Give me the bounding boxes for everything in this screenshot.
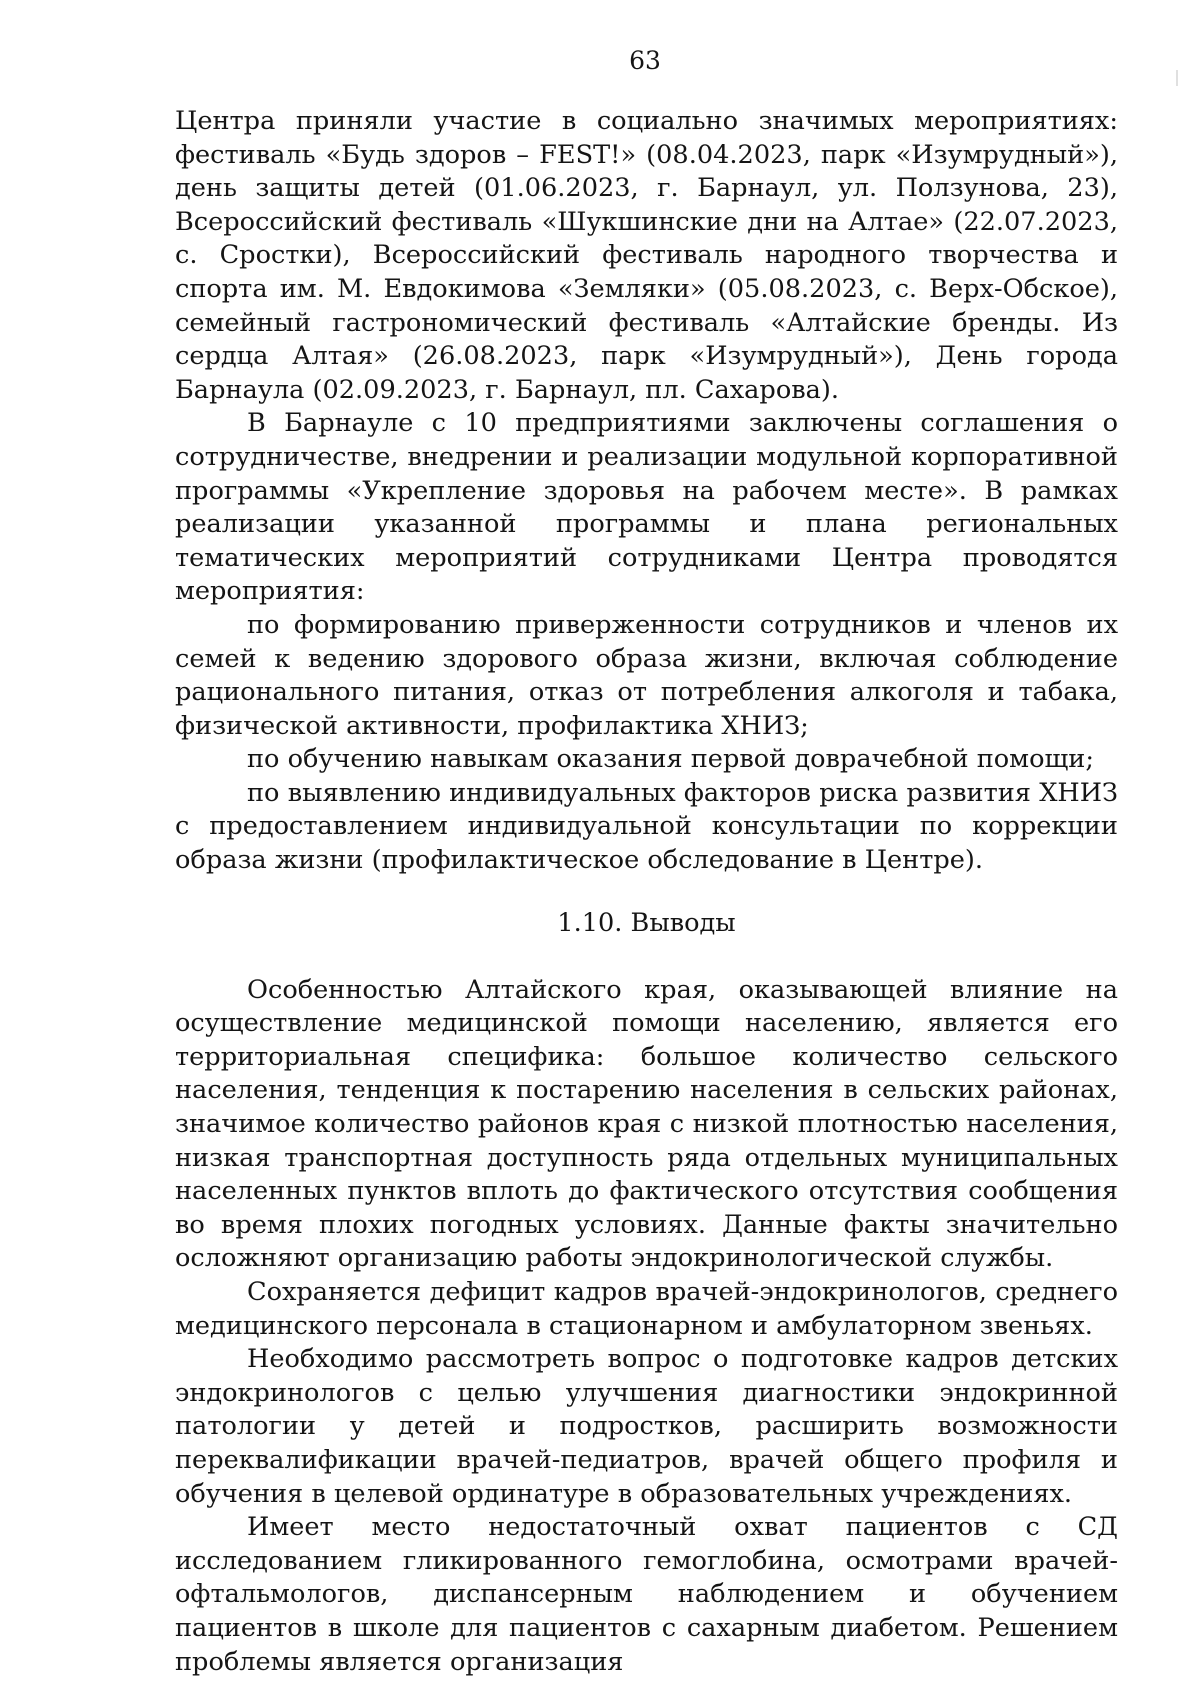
paragraph-staff-deficit: Сохраняется дефицит кадров врачей-эндокринологов, среднего медицинского персонала в стационарном и амбулаторном звеньях. <box>175 1277 1118 1341</box>
paragraph-training: Необходимо рассмотреть вопрос о подготовке кадров детских эндокринологов с целью улучшения диагностики эндокринной патологии у детей и подростков, расширить возможности переквалификации врачей-педиатров, врачей общего профиля и обучения в целевой ординатуре в образовательных учреждениях. <box>175 1344 1118 1509</box>
paragraph-agreements: В Барнауле с 10 предприятиями заключены соглашения о сотрудничестве, внедрении и реализации модульной корпоративной программы «Укрепление здоровья на рабочем месте». В рамках реализации указанной программы и плана региональных тематических мероприятий сотрудниками Центра проводятся мероприятия: <box>175 408 1118 607</box>
section-heading: 1.10. Выводы <box>557 907 736 938</box>
paragraph-risk-factors: по выявлению индивидуальных факторов риска развития ХНИЗ с предоставлением индивидуальной консультации по коррекции образа жизни (профилактическое обследование в Центре). <box>175 777 1118 876</box>
paragraph-coverage: Имеет место недостаточный охват пациентов с СД исследованием гликированного гемоглобина, осмотрами врачей-офтальмологов, диспансерным наблюдением и обучением пациентов в школе для пациентов с сахарным диабетом. Решением проблемы является организация <box>175 1512 1118 1677</box>
paragraph-first-aid: по обучению навыкам оказания первой доврачебной помощи; <box>247 744 1094 775</box>
paragraph-events: Центра приняли участие в социально значимых мероприятиях: фестиваль «Будь здоров – FEST!» (08.04.2023, парк «Изумрудный»), день защиты детей (01.06.2023, г. Барнаул, ул. Ползунова, 23), Всероссийский фестиваль «Шукшинские дни на Алтае» (22.07.2023, с. Сростки), Всероссийский фестиваль народного творчества и спорта им. М. Евдокимова «Земляки» (05.08.2023, с. Верх-Обское), семейный гастрономический фестиваль «Алтайские бренды. Из сердца Алтая» (26.08.2023, парк «Изумрудный»), День города Барнаула (02.09.2023, г. Барнаул, пл. Сахарова). <box>175 106 1118 405</box>
paragraph-region-specifics: Особенностью Алтайского края, оказывающей влияние на осуществление медицинской помощи населению, является его территориальная специфика: большое количество сельского населения, тенденция к постарению населения в сельских районах, значимое количество районов края с низкой плотностью населения, низкая транспортная доступность ряда отдельных муниципальных населенных пунктов вплоть до фактического отсутствия сообщения во время плохих погодных условиях. Данные факты значительно осложняют организацию работы эндокринологической службы. <box>175 974 1118 1274</box>
page-number: 63 <box>629 46 661 75</box>
paragraph-healthy-lifestyle: по формированию приверженности сотрудников и членов их семей к ведению здорового образа жизни, включая соблюдение рационального питания, отказ от потребления алкоголя и табака, физической активности, профилактика ХНИЗ; <box>175 609 1118 741</box>
page-content <box>175 105 1118 1679</box>
